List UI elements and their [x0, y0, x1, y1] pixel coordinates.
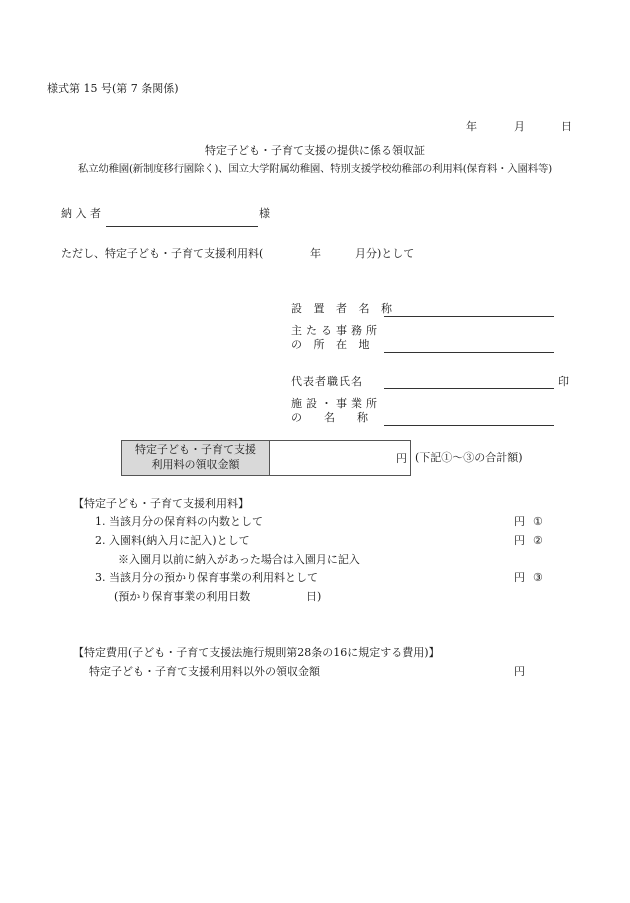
document-subtitle: 私立幼稚園(新制度移行園除く)、国立大学附属幼稚園、特別支援学校幼稚部の利用料(保育料・入園料等) — [78, 163, 552, 175]
amount-note: (下記①～③の合計額) — [415, 451, 523, 464]
special-item-unit: 円 — [514, 665, 525, 678]
days-note-prefix: (預かり保育事業の利用日数 — [114, 590, 251, 603]
form-number: 様式第 15 号(第 7 条関係) — [47, 82, 179, 95]
representative-label: 代表者職氏名 — [291, 375, 363, 388]
facility-label-line2: の 名 称 — [291, 411, 368, 424]
amount-box-label — [122, 441, 270, 475]
special-section-heading: 【特定費用(子ども・子育て支援法施行規則第28条の16に規定する費用)】 — [73, 646, 440, 659]
facility-name-line[interactable] — [384, 425, 554, 426]
facility-label-line1: 施設・事業所 — [291, 397, 381, 410]
fee-item-3: 3. 当該月分の預かり保育事業の利用料として — [95, 571, 318, 584]
days-note-suffix: 日) — [306, 590, 322, 603]
fee-item-1-unit: 円 — [514, 515, 525, 528]
payer-label: 納 入 者 — [61, 207, 101, 220]
purpose-year-label: 年 — [310, 247, 321, 260]
payer-honorific: 様 — [259, 207, 270, 220]
date-day-label: 日 — [561, 120, 572, 133]
fee-item-2-mark: ② — [533, 534, 543, 547]
date-year-label: 年 — [466, 120, 477, 133]
office-label-line2: の 所 在 地 — [291, 338, 374, 351]
fee-section-heading: 【特定子ども・子育て支援利用料】 — [73, 497, 249, 510]
founder-name-line[interactable] — [384, 316, 554, 317]
entrance-note: ※入園月以前に納入があった場合は入園月に記入 — [118, 553, 360, 566]
office-address-line[interactable] — [384, 352, 554, 353]
fee-item-2: 2. 入園料(納入月に記入)として — [95, 534, 250, 547]
fee-item-1: 1. 当該月分の保育料の内数として — [95, 515, 263, 528]
amount-label-line1: 特定子ども・子育て支援 — [135, 443, 256, 457]
payer-name-line[interactable] — [106, 226, 258, 227]
fee-item-1-mark: ① — [533, 515, 543, 528]
fee-item-3-mark: ③ — [533, 571, 543, 584]
amount-label-line2: 利用料の領収金額 — [151, 458, 240, 471]
amount-input-area[interactable] — [270, 441, 410, 475]
date-month-label: 月 — [514, 120, 525, 133]
purpose-prefix: ただし、特定子ども・子育て支援利用料( — [61, 247, 264, 260]
representative-line[interactable] — [384, 388, 554, 389]
seal-mark: 印 — [558, 375, 569, 388]
founder-name-label: 設 置 者 名 称 — [291, 302, 396, 315]
amount-unit: 円 — [396, 452, 407, 465]
special-item: 特定子ども・子育て支援利用料以外の領収金額 — [89, 665, 320, 678]
document-title: 特定子ども・子育て支援の提供に係る領収証 — [205, 144, 425, 157]
fee-item-2-unit: 円 — [514, 534, 525, 547]
office-label-line1: 主たる事務所 — [291, 324, 381, 337]
purpose-month-label: 月分)として — [355, 247, 415, 260]
fee-item-3-unit: 円 — [514, 571, 525, 584]
amount-box — [121, 440, 411, 476]
